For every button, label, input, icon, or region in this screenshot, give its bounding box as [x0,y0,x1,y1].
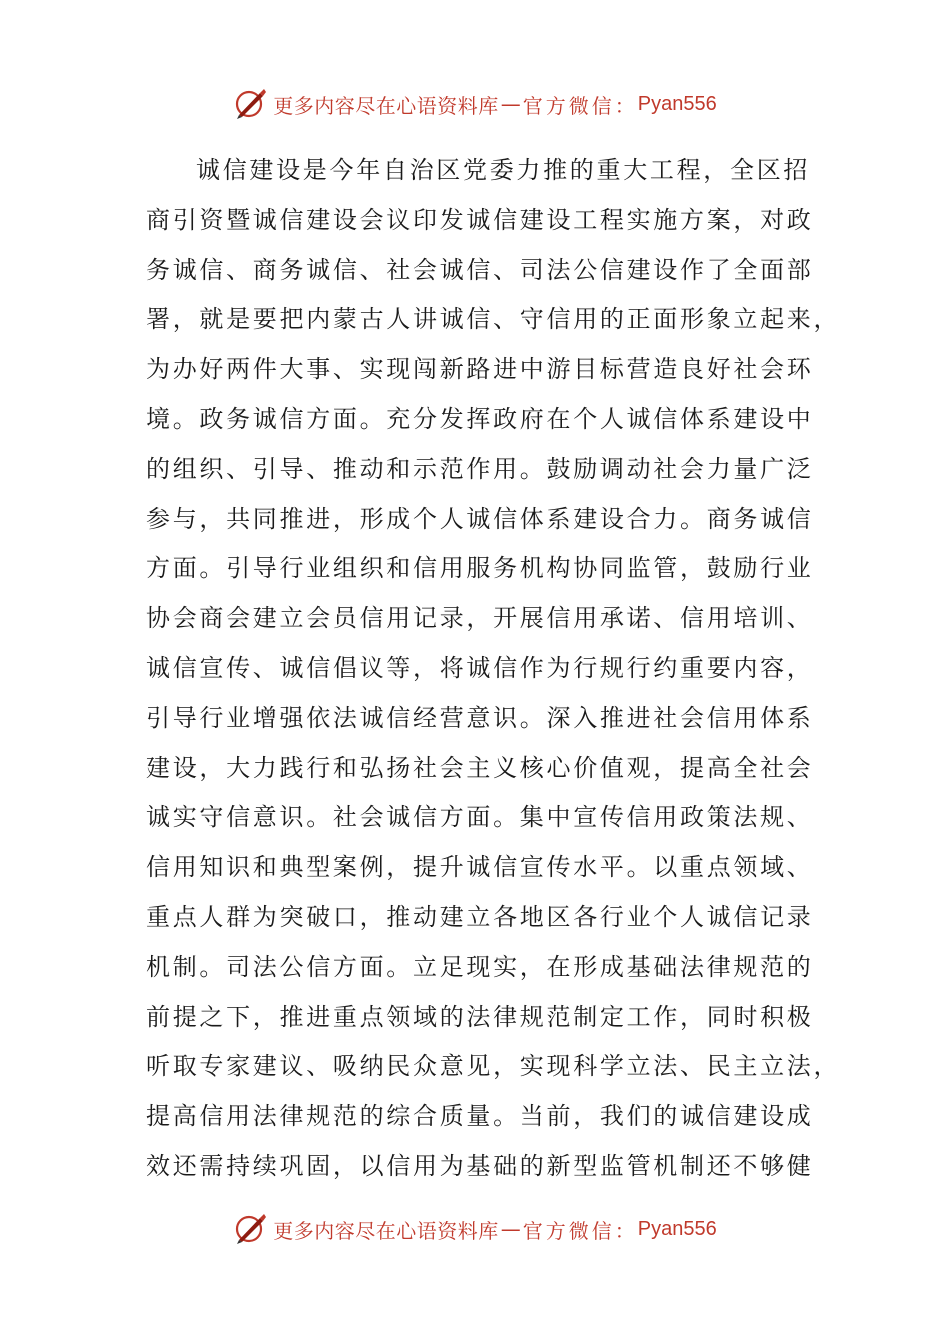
body-line-8: 参与，共同推进，形成个人诚信体系建设合力。商务诚信 [146,504,814,533]
document-body [146,146,841,1192]
pen-logo-icon [233,87,267,121]
banner-wechat-label: 官方微信： [522,93,638,118]
banner-wechat-id: Pyan556 [637,1217,717,1240]
body-line-3: 务诚信、商务诚信、社会诚信、司法公信建设作了全面部 [146,255,814,284]
banner-separator: — [500,92,521,116]
body-line-13: 建设，大力践行和弘扬社会主义核心价值观，提高全社会 [146,753,814,782]
body-line-19: 听取专家建议、吸纳民众意见，实现科学立法、民主立法， [146,1052,841,1081]
body-line-16: 重点人群为突破口，推动建立各地区各行业个人诚信记录 [146,902,814,931]
body-line-20: 提高信用法律规范的综合质量。当前，我们的诚信建设成 [146,1102,814,1131]
banner-separator: — [500,1217,521,1241]
banner-main-text: 更多内容尽在心语资料库 [273,93,499,118]
body-line-1: 诚信建设是今年自治区党委力推的重大工程，全区招 [196,156,811,184]
body-line-15: 信用知识和典型案例，提升诚信宣传水平。以重点领域、 [146,853,814,882]
footer-banner [0,1209,950,1249]
body-line-12: 引导行业增强依法诚信经营意识。深入推进社会信用体系 [146,703,814,732]
header-banner [0,84,950,124]
body-line-5: 为办好两件大事、实现闯新路进中游目标营造良好社会环 [146,355,814,384]
banner-main-text: 更多内容尽在心语资料库 [273,1218,499,1243]
pen-logo-icon [233,1212,267,1246]
body-line-21: 效还需持续巩固，以信用为基础的新型监管机制还不够健 [146,1151,814,1180]
banner-wechat-id: Pyan556 [637,92,717,115]
banner-wechat-label: 官方微信： [522,1218,638,1243]
body-line-14: 诚实守信意识。社会诚信方面。集中宣传信用政策法规、 [146,803,814,832]
body-line-2: 商引资暨诚信建设会议印发诚信建设工程实施方案，对政 [146,205,814,234]
body-line-6: 境。政务诚信方面。充分发挥政府在个人诚信体系建设中 [146,404,814,433]
body-line-18: 前提之下，推进重点领域的法律规范制定工作，同时积极 [146,1002,814,1031]
body-line-17: 机制。司法公信方面。立足现实，在形成基础法律规范的 [146,952,814,981]
body-line-7: 的组织、引导、推动和示范作用。鼓励调动社会力量广泛 [146,454,814,483]
body-line-9: 方面。引导行业组织和信用服务机构协同监管，鼓励行业 [146,554,814,583]
body-line-10: 协会商会建立会员信用记录，开展信用承诺、信用培训、 [146,604,814,633]
body-line-4: 署，就是要把内蒙古人讲诚信、守信用的正面形象立起来， [146,305,841,334]
body-line-11: 诚信宣传、诚信倡议等，将诚信作为行规行约重要内容， [146,653,814,682]
